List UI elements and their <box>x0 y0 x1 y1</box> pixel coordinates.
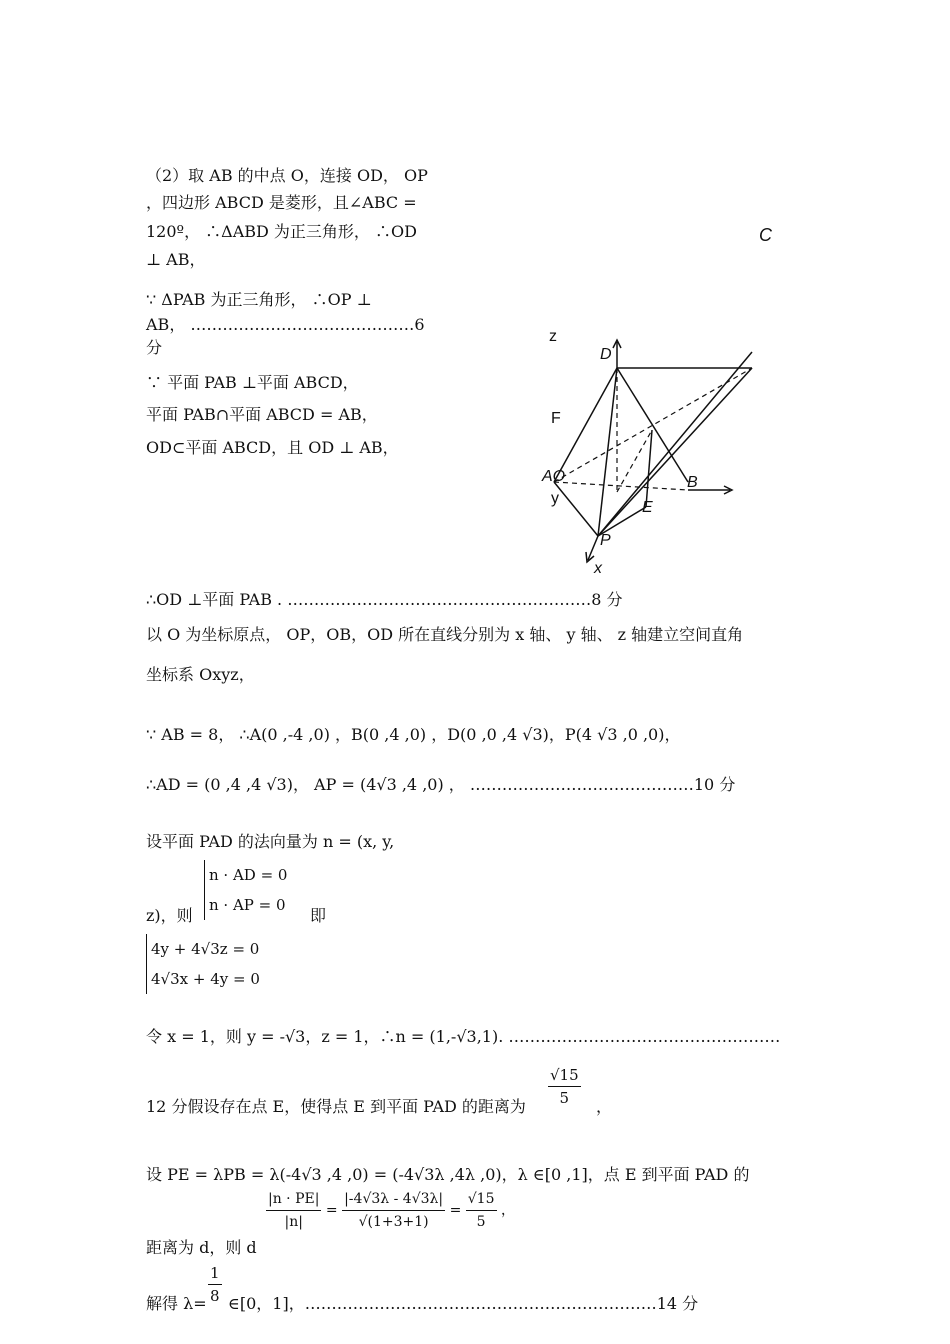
system-eq: 4√3x + 4y = 0 <box>151 970 260 988</box>
text-line: ， <box>596 1097 613 1116</box>
label-p: P <box>600 532 611 549</box>
fraction-num: |n · PE| <box>266 1188 321 1211</box>
text-line: ∈[0，1]，…………………………………………………………14 分 <box>228 1294 699 1313</box>
text-line: 设 PE = λPB = λ(-4√3 ,4 ,0) = (-4√3λ ,4λ ,0)，λ ∈[0 ,1]，点 E 到平面 PAD 的 <box>146 1165 750 1184</box>
fraction-den: √(1+3+1) <box>358 1214 429 1230</box>
fraction-one-eighth <box>208 1262 222 1307</box>
text-line: 设平面 PAD 的法向量为 n = (x, y, <box>146 832 395 851</box>
text-line: AB， ……………………………………6 <box>146 315 425 334</box>
text-line: ∴AD = (0 ,4 ,4 √3)， AP = (4√3 ,4 ,0) ， ……………………………………10 分 <box>146 775 736 794</box>
label-f: F <box>551 410 561 427</box>
text-line: 即 <box>310 906 327 925</box>
edge-ab <box>554 482 688 490</box>
system-eq: n · AP = 0 <box>209 896 286 914</box>
label-c: C <box>759 225 772 245</box>
edge-dfb <box>617 368 688 482</box>
equals-sign: = <box>325 1202 343 1219</box>
equation-system-1 <box>204 860 287 920</box>
fraction-num: 1 <box>208 1262 222 1285</box>
text-line: 12 分假设存在点 E，使得点 E 到平面 PAD 的距离为 <box>146 1097 526 1116</box>
pyramid-diagram <box>530 220 790 580</box>
fraction <box>342 1188 445 1233</box>
edge-da <box>554 368 617 482</box>
text-line: ∵ AB = 8， ∴A(0 ,-4 ,0) ，B(0 ,4 ,0) ，D(0 ,0 ,4 √3)，P(4 √3 ,0 ,0)， <box>146 725 681 744</box>
system-eq: 4y + 4√3z = 0 <box>151 940 260 958</box>
text-line: ⊥ AB， <box>146 250 206 269</box>
edge-dp <box>598 368 617 536</box>
label-e: E <box>642 499 653 516</box>
edge-ap <box>554 482 598 536</box>
fraction-num: |-4√3λ - 4√3λ| <box>342 1188 445 1211</box>
label-b: B <box>687 474 698 491</box>
label-x: x <box>594 560 602 577</box>
text-line: 分 <box>146 338 163 357</box>
text-line: 平面 PAB∩平面 ABCD = AB， <box>146 405 378 424</box>
label-d: D <box>600 346 612 363</box>
label-ao: AO <box>542 468 566 485</box>
edge-fe <box>646 430 652 507</box>
text-line: OD⊂平面 ABCD，且 OD ⊥ AB， <box>146 438 399 457</box>
fraction-den: 8 <box>210 1287 220 1305</box>
text-line: ，四边形 ABCD 是菱形，且∠ABC = <box>146 193 417 212</box>
text-line: 解得 λ= <box>146 1294 207 1313</box>
fraction-den: 5 <box>559 1089 570 1107</box>
text-line: ∴OD ⊥平面 PAB . …………………………………………………8 分 <box>146 590 623 609</box>
text-line: 坐标系 Oxyz， <box>146 665 255 684</box>
text-line: z)，则 <box>146 906 193 925</box>
label-z: z <box>549 328 557 345</box>
fraction-num: √15 <box>466 1188 497 1211</box>
geometry-figure <box>530 220 790 580</box>
equals-sign: = <box>449 1202 466 1219</box>
fraction <box>266 1188 321 1233</box>
edge-pc <box>598 368 752 536</box>
fraction-den: 5 <box>476 1214 486 1230</box>
fraction <box>466 1188 497 1233</box>
edge-pc2 <box>598 352 752 536</box>
text-line: 120º， ∴ΔABD 为正三角形， ∴OD <box>146 222 417 241</box>
comma: ， <box>500 1202 515 1219</box>
text-line: ∵ 平面 PAB ⊥平面 ABCD， <box>146 373 359 392</box>
text-line: 令 x = 1，则 y = -√3，z = 1，∴n = (1,-√3,1). …………………………………………… <box>146 1027 781 1046</box>
system-eq: n · AD = 0 <box>209 866 288 884</box>
text-line: ∵ ΔPAB 为正三角形， ∴OP ⊥ <box>146 290 372 309</box>
label-y: y <box>551 490 559 507</box>
distance-expression <box>266 1188 515 1233</box>
fraction-sqrt15-5 <box>548 1064 581 1109</box>
equation-system-2 <box>146 934 260 994</box>
text-line: 距离为 d，则 d <box>146 1238 257 1257</box>
text-line: 以 O 为坐标原点， OP，OB，OD 所在直线分别为 x 轴、 y 轴、 z 轴建立空间直角 <box>146 625 744 644</box>
fraction-den: |n| <box>284 1214 303 1230</box>
fraction-num: √15 <box>548 1064 581 1087</box>
text-line: （2）取 AB 的中点 O，连接 OD， OP <box>146 166 428 185</box>
